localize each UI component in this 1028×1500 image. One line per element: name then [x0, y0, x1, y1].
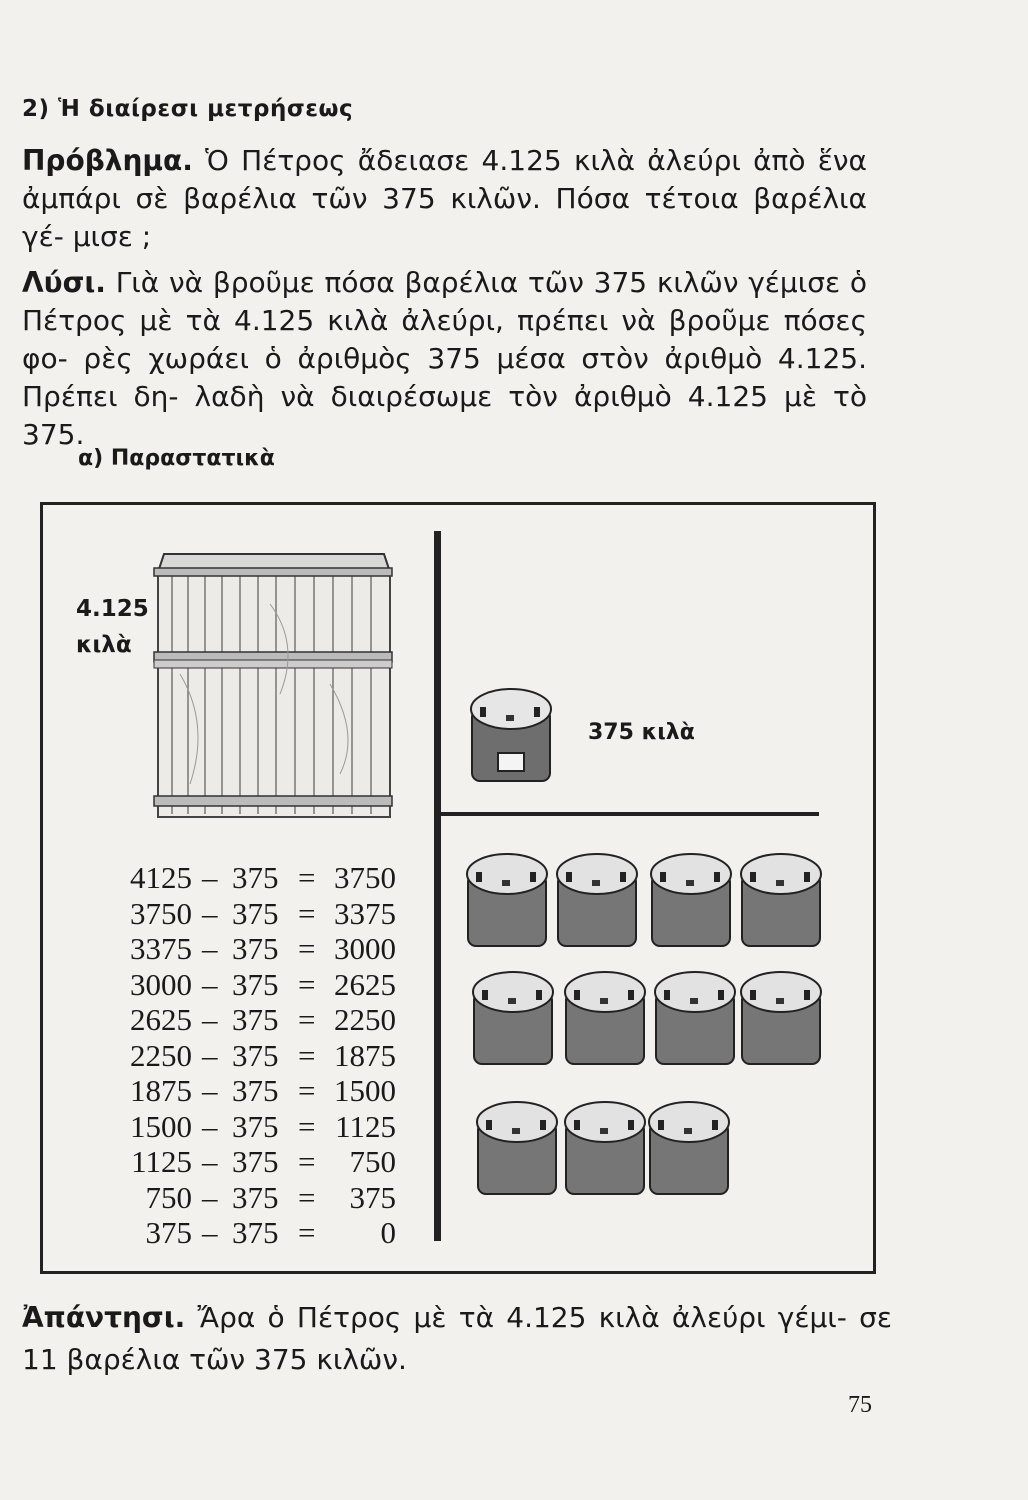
problem-line: Ὁ Πέτρος ἄδειασε 4.125 κιλὰ ἀλεύρι ἀπὸ ἕνα — [205, 144, 867, 177]
equation-result: 3750 — [334, 860, 396, 895]
equation-subtrahend: 375 — [232, 1002, 279, 1037]
answer-line: σε 11 βαρέλια τῶν 375 κιλῶν. — [22, 1301, 893, 1376]
problem-line: μισε ; — [72, 220, 152, 253]
equation-result: 1125 — [335, 1108, 396, 1144]
answer-label: Ἀπάντησι. — [22, 1301, 186, 1334]
equation-subtrahend: 375 — [232, 1144, 279, 1179]
section-title: 2) Ἡ διαίρεσι μετρήσεως — [22, 96, 354, 122]
equation-minuend: 1125 — [131, 1144, 192, 1179]
problem-label: Πρόβλημα. — [22, 144, 193, 177]
equation-row: 2625 – 375 = 2250 — [120, 1002, 420, 1038]
equation-row: 1125 – 375 = 750 — [120, 1144, 420, 1180]
equation-subtrahend: 375 — [232, 895, 279, 931]
equation-minuend: 3000 — [130, 966, 192, 1002]
equation-minuend: 1875 — [130, 1073, 192, 1108]
equation-result: 750 — [349, 1144, 396, 1179]
equation-subtrahend: 375 — [232, 1037, 279, 1073]
solution-line: λαδὴ νὰ διαιρέσωμε τὸν ἀριθμὸ 4.125 μὲ τὸ 375. — [22, 380, 867, 451]
equation-minuend: 3750 — [130, 895, 192, 931]
filled-barrels-grid — [462, 850, 832, 1210]
equation-result: 3375 — [334, 895, 396, 931]
solution-paragraph — [22, 264, 867, 454]
equation-subtrahend: 375 — [232, 966, 279, 1002]
crate-label-unit: κιλὰ — [76, 632, 132, 658]
equation-subtrahend: 375 — [232, 860, 279, 895]
equation-minuend: 375 — [145, 1215, 192, 1250]
problem-paragraph — [22, 142, 867, 256]
equation-result: 3000 — [334, 931, 396, 966]
equation-result: 375 — [349, 1179, 396, 1215]
equation-minuend: 3375 — [130, 931, 192, 966]
equation-row: 1875 – 375 = 1500 — [120, 1073, 420, 1109]
crate-label-amount: 4.125 — [76, 596, 149, 622]
barrel-label: 375 κιλὰ — [588, 720, 695, 745]
equation-minuend: 4125 — [130, 860, 192, 895]
solution-line: ὁ Πέτρος μὲ τὰ 4.125 κιλὰ ἀλεύρι, πρέπει νὰ βροῦμε πόσες φο- — [22, 266, 868, 375]
equation-row: 3000 – 375 = 2625 — [120, 967, 420, 1003]
answer-line: Ἄρα ὁ Πέτρος μὲ τὰ 4.125 κιλὰ ἀλεύρι γέμι- — [197, 1301, 847, 1334]
subsection-title: α) Παραστατικὰ — [78, 446, 275, 471]
subtraction-equations — [120, 860, 420, 1251]
barrel-icon-2 — [557, 854, 637, 946]
equation-minuend: 750 — [145, 1179, 192, 1215]
equation-row: 750 – 375 = 375 — [120, 1180, 420, 1216]
equation-subtrahend: 375 — [232, 1215, 279, 1250]
flour-crate-illustration — [150, 524, 400, 824]
figure-divider-vertical — [434, 531, 441, 1241]
equation-row: 4125 – 375 = 3750 — [120, 860, 420, 896]
barrel-icon-10 — [565, 1102, 645, 1194]
figure-divider-horizontal — [441, 812, 819, 816]
equation-subtrahend: 375 — [232, 1108, 279, 1144]
barrel-icon-3 — [651, 854, 731, 946]
reference-barrel-icon — [468, 685, 554, 785]
equation-row: 375 – 375 = 0 — [120, 1215, 420, 1251]
equation-row: 3750 – 375 = 3375 — [120, 896, 420, 932]
answer-paragraph — [22, 1297, 892, 1381]
barrel-icon-9 — [477, 1102, 557, 1194]
equation-minuend: 1500 — [130, 1108, 192, 1144]
equation-subtrahend: 375 — [232, 931, 279, 966]
equation-subtrahend: 375 — [232, 1179, 279, 1215]
barrel-icon-5 — [473, 972, 553, 1064]
page-number: 75 — [848, 1392, 872, 1418]
crate-label — [76, 591, 149, 663]
solution-label: Λύσι. — [22, 266, 106, 299]
equation-minuend: 2250 — [130, 1037, 192, 1073]
barrel-icon-7 — [655, 972, 735, 1064]
barrel-icon-11 — [649, 1102, 729, 1194]
barrel-icon-4 — [741, 854, 821, 946]
equation-result: 2250 — [334, 1002, 396, 1037]
barrel-icon-8 — [741, 972, 821, 1064]
equation-minuend: 2625 — [130, 1002, 192, 1037]
equation-result: 1500 — [334, 1073, 396, 1108]
problem-line: ἀμπάρι σὲ βαρέλια τῶν 375 κιλῶν. Πόσα τέτοια βαρέλια γέ- — [22, 182, 867, 253]
barrel-icon-1 — [467, 854, 547, 946]
equation-row: 3375 – 375 = 3000 — [120, 931, 420, 967]
equation-row: 2250 – 375 = 1875 — [120, 1038, 420, 1074]
equation-result: 0 — [380, 1215, 396, 1250]
solution-line: ρὲς χωράει ὁ ἀριθμὸς 375 μέσα στὸν ἀριθμὸ 4.125. Πρέπει δη- — [22, 342, 867, 413]
barrel-icon-6 — [565, 972, 645, 1064]
equation-subtrahend: 375 — [232, 1073, 279, 1108]
equation-result: 2625 — [334, 966, 396, 1002]
equation-result: 1875 — [334, 1037, 396, 1073]
solution-line: Γιὰ νὰ βροῦμε πόσα βαρέλια τῶν 375 κιλῶν γέμισε — [115, 266, 841, 299]
equation-row: 1500 – 375 = 1125 — [120, 1109, 420, 1145]
